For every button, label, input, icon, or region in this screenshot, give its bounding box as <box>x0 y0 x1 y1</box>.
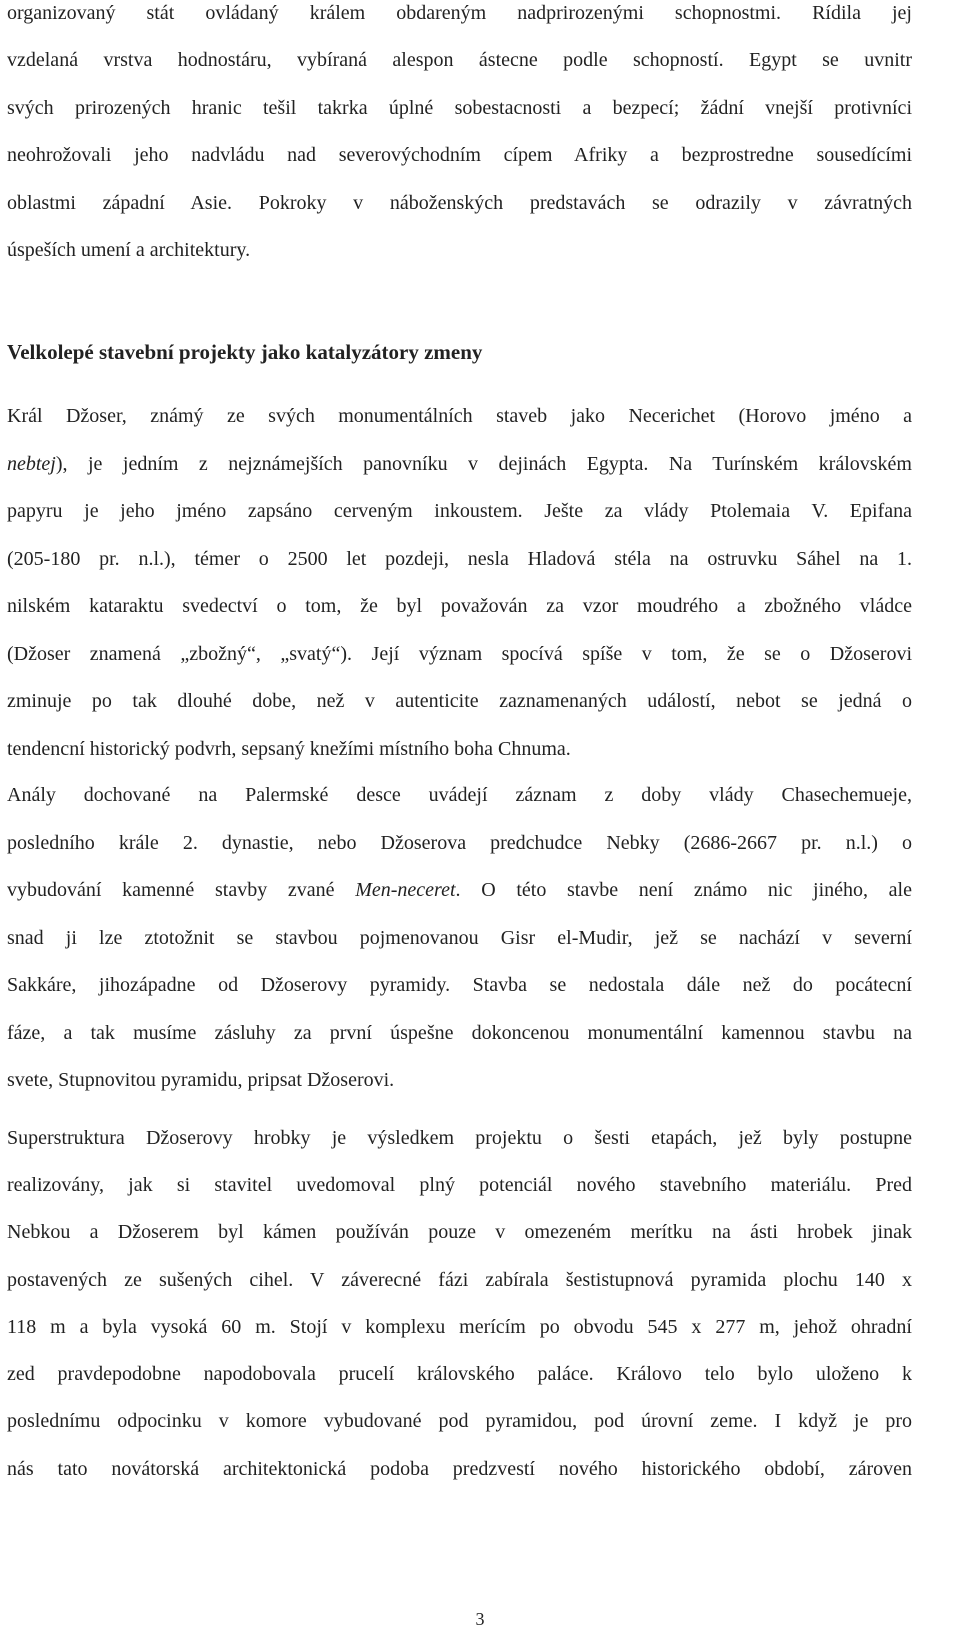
italic-term: Men-neceret <box>355 879 456 901</box>
text-line: úspeších umení a architektury. <box>7 239 251 261</box>
text-line: realizovány, jak si stavitel uvedomoval plný potenciál nového stavebního materiálu. Pred <box>7 1174 912 1196</box>
text-line: svých prirozených hranic tešil takrka úplné sobestacnosti a bezpecí; žádní vnejší protivníci <box>7 97 912 119</box>
text-line: tendencní historický podvrh, sepsaný knežími místního boha Chnuma. <box>7 738 571 760</box>
text-line: svete, Stupnovitou pyramidu, pripsat Džoserovi. <box>7 1069 395 1091</box>
text-line: neohrožovali jeho nadvládu nad severovýchodním cípem Afriky a bezprostredne sousedícími <box>7 144 912 166</box>
text-line: papyru je jeho jméno zapsáno cerveným inkoustem. Ješte za vlády Ptolemaia V. Epifana <box>7 500 912 522</box>
text-line: Sakkáre, jihozápadne od Džoserovy pyramidy. Stavba se nedostala dále než do pocátecní <box>7 974 912 996</box>
text-line: fáze, a tak musíme zásluhy za první úspešne dokoncenou monumentální kamennou stavbu na <box>7 1022 912 1044</box>
text-line: organizovaný stát ovládaný králem obdareným nadprirozenými schopnostmi. Rídila jej <box>7 2 912 24</box>
text-line: nás tato novátorská architektonická podoba predzvestí nového historického období, zároven <box>7 1458 912 1480</box>
text-line: Anály dochované na Palermské desce uvádejí záznam z doby vlády Chasechemueje, <box>7 784 912 806</box>
text-line: poslednímu odpocinku v komore vybudované pod pyramidou, pod úrovní zeme. I když je pro <box>7 1410 912 1432</box>
text-line: Superstruktura Džoserovy hrobky je výsledkem projektu o šesti etapách, jež byly postupne <box>7 1127 912 1149</box>
text-line: nebtej), je jedním z nejznámejších panovníku v dejinách Egypta. Na Turínském královském <box>7 453 912 475</box>
text-line: (205-180 pr. n.l.), témer o 2500 let pozdeji, nesla Hladová stéla na ostruvku Sáhel na 1. <box>7 548 912 570</box>
text-line: posledního krále 2. dynastie, nebo Džoserova predchudce Nebky (2686-2667 pr. n.l.) o <box>7 832 912 854</box>
text-line: Nebkou a Džoserem byl kámen používán pouze v omezeném merítku na ásti hrobek jinak <box>7 1221 912 1243</box>
text-line: vzdelaná vrstva hodnostáru, vybíraná alespon ástecne podle schopností. Egypt se uvnitr <box>7 49 912 71</box>
text-line: vybudování kamenné stavby zvané Men-neceret. O této stavbe není známo nic jiného, ale <box>7 879 912 901</box>
italic-term: nebtej <box>7 453 56 475</box>
text-line: Král Džoser, známý ze svých monumentálních staveb jako Necerichet (Horovo jméno a <box>7 405 912 427</box>
page-number: 3 <box>475 1609 485 1629</box>
text-line: nilském kataraktu svedectví o tom, že byl považován za vzor moudrého a zbožného vládce <box>7 595 912 617</box>
text-line: oblastmi západní Asie. Pokroky v náboženských predstavách se odrazily v závratných <box>7 192 912 214</box>
text-line: 118 m a byla vysoká 60 m. Stojí v komplexu merícím po obvodu 545 x 277 m, jehož ohradní <box>7 1316 912 1338</box>
text-line: zed pravdepodobne napodobovala prucelí královského paláce. Královo telo bylo uloženo k <box>7 1363 912 1385</box>
section-heading: Velkolepé stavební projekty jako katalyzátory zmeny <box>7 340 483 364</box>
text-line: zminuje po tak dlouhé dobe, než v autenticite zaznamenaných událostí, nebot se jedná o <box>7 690 912 712</box>
text-line: (Džoser znamená „zbožný“, „svatý“). Její význam spocívá spíše v tom, že se o Džoserovi <box>7 643 912 665</box>
text-line: snad ji lze ztotožnit se stavbou pojmenovanou Gisr el-Mudir, jež se nachází v severní <box>7 927 912 949</box>
text-line: postavených ze sušených cihel. V záverecné fázi zabírala šestistupnová pyramida plochu 140 x <box>7 1269 912 1291</box>
